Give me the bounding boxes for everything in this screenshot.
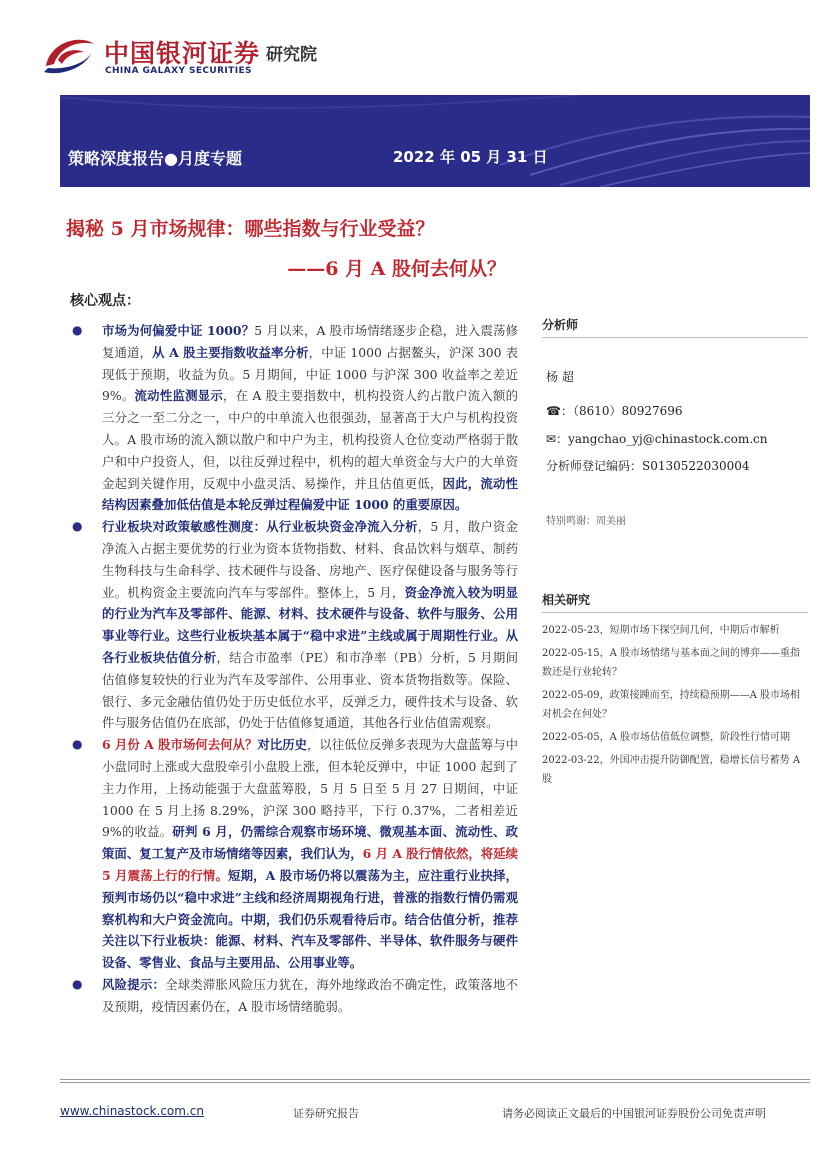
bullet-text-segment: ，在 A 股主要指数中，机构投资人约占散户流入额的三分之一至二分之一，中户的中单流入也很强劲，显著高于大户与机构投资人。A 股市场的流入额以散户和中户为主，机构投资人仓位变动严格弱于散户和中户投资人，但，以往反弹过程中，机构的超大单资金与大户的大单资金起到关键作用，反观中小盘灵活、易操作，并且估值更低， <box>102 388 518 491</box>
bullet-text-segment: 从 A 股主要指数收益率分析 <box>152 344 309 360</box>
analyst-heading: 分析师 <box>542 316 808 338</box>
report-title: 揭秘 5 月市场规律：哪些指数与行业受益？ <box>66 218 435 240</box>
analyst-registration <box>546 457 750 474</box>
bullet-text-segment: ，以往低位反弹多表现为大盘蓝筹与中小盘同时上涨或大盘股牵引小盘股上涨，但本轮反弹中，中证 1000 起到了主力作用，上扬动能强于大盘蓝筹股，5 月 5 日至 5 月 27 日期间，中证 1000 在 5 月上扬 8.29%，沪深 300 略持平，下行 0.37%，二者相差近 9%的收益。 <box>102 737 518 840</box>
special-thanks: 特别鸣谢：周美丽 <box>546 516 626 527</box>
bullet-text-segment: 风险提示： <box>102 976 166 992</box>
related-research <box>542 591 808 789</box>
core-view-bullet <box>72 734 518 974</box>
core-view-label: 核心观点： <box>70 293 140 309</box>
footer-report-type: 证券研究报告 <box>293 1107 359 1120</box>
bullet-text-segment: 6 月份 A 股市场何去何从？ <box>102 737 258 753</box>
core-view-list <box>72 320 518 1018</box>
logo-institute: 研究院 <box>266 45 317 65</box>
bullet-text-segment: 流动性监测显示 <box>134 388 223 404</box>
bullet-dot-icon: ● <box>72 519 83 534</box>
bullet-text-segment: ，中证 1000 占据鳌头，沪深 300 表现低于预期，收益为负。5 月期间，中证 1000 与沪深 300 收益率之差近 9%。 <box>102 344 519 404</box>
company-logo <box>40 26 340 82</box>
footer-divider-2 <box>60 1082 810 1083</box>
bullet-text-segment: 资金净流入较为明显的行业为汽车及零部件、能源、材料、技术硬件与设备、软件与服务、公用事业等行业。这些行业板块基本属于“稳中求进”主线或属于周期性行业。从各行业板块估值分析 <box>102 584 518 665</box>
footer-divider <box>60 1079 810 1080</box>
phone-number: （8610）80927696 <box>572 404 683 418</box>
bullet-text-segment: 行业板块对政策敏感性测度： <box>102 519 267 535</box>
core-view-bullet <box>72 974 518 1018</box>
email-icon: ✉： <box>546 432 569 446</box>
bullet-text-segment: 5 月以来，A 股市场情绪逐步企稳，进入震荡修复通道， <box>102 323 518 360</box>
bullet-dot-icon: ● <box>72 737 83 752</box>
phone-icon: ☎： <box>546 404 573 418</box>
bullet-text-segment: 因此，流动性结构因素叠加低估值是本轮反弹过程偏爱中证 1000 的重要原因。 <box>102 475 519 513</box>
logo-name-cn: 中国银河证券 <box>104 39 261 68</box>
analyst-name: 杨 超 <box>546 370 574 384</box>
page-footer <box>60 1104 810 1122</box>
bullet-text-segment: 对比历史 <box>257 737 308 753</box>
bullet-text-segment: 6 月 A 股行情依然，将延续 5 月震荡上行的行情。 <box>102 846 518 883</box>
header-banner <box>60 95 810 187</box>
registration-label: 分析师登记编码： <box>546 459 643 473</box>
registration-code: S0130522030004 <box>642 459 750 473</box>
related-research-item[interactable]: 2022-05-09，政策接踵而至，持续稳预期——A 股市场相对机会在何处？ <box>542 690 801 720</box>
report-date: 2022 年 05 月 31 日 <box>393 148 548 166</box>
related-research-item[interactable]: 2022-05-15，A 股市场情绪与基本面之间的博弈——重指数还是行业轮转？ <box>542 648 801 678</box>
related-research-item[interactable]: 2022-05-05，A 股市场估值低位调整，阶段性行情可期 <box>542 732 791 743</box>
footer-website-link[interactable]: www.chinastock.com.cn <box>60 1104 204 1118</box>
bullet-dot-icon: ● <box>72 323 83 337</box>
core-view-bullet <box>72 516 518 734</box>
related-heading: 相关研究 <box>542 591 808 613</box>
banner-wave-decoration <box>60 95 810 187</box>
bullet-text-segment: 全球类滞胀风险压力犹在，海外地缘政治不确定性，政策落地不及预期，疫情因素仍在，A 股市场情绪脆弱。 <box>102 976 519 1014</box>
email-address[interactable]: yangchao_yj@chinastock.com.cn <box>568 432 768 446</box>
related-research-item[interactable]: 2022-03-22，外国冲击提升防御配置，稳增长信号蓄势 A 股 <box>542 755 801 785</box>
galaxy-logo-icon <box>40 30 98 80</box>
bullet-text-segment: ，结合市盈率（PE）和市净率（PB）分析，5 月期间估值修复较快的行业为汽车及零部件、公用事业、资本货物指数等。保险、银行、多元金融估值仍处于历史低位水平，反弹乏力，硬件技术与设备、软件与服务估值仍在底部，仍处于估值修复通道，其他各行业估值需观察。 <box>102 649 519 731</box>
analyst-email <box>546 430 768 447</box>
bullet-text-segment: ，5 月，散户资金净流入占据主要优势的行业为资本货物指数、材料、食品饮料与烟草、制药生物科技与生命科学、技术硬件与设备、房地产、医疗保健设备与服务等行业。机构资金主要流向汽车与零部件。整体上，5 月， <box>102 519 519 600</box>
analyst-phone <box>546 402 683 419</box>
bullet-text-segment: 市场为何偏爱中证 1000？ <box>102 323 255 338</box>
bullet-text-segment: 短期，A 股市场仍将以震荡为主，应注重行业抉择，预判市场仍以“稳中求进”主线和经济周期视角行进，普涨的指数行情仍需观察机构和大户资金流向。中期，我们仍乐观看待后市。结合估值分析，推荐关注以下行业板块：能源、材料、汽车及零部件、半导体、软件服务与硬件设备、零售业、食品与主要用品、公用事业等。 <box>102 867 519 971</box>
core-view-bullet <box>72 320 518 516</box>
report-category: 策略深度报告●月度专题 <box>68 149 242 168</box>
bullet-text-segment: 研判 6 月，仍需综合观察市场环境、微观基本面、流动性、政策面、复工复产及市场情绪等因素，我们认为， <box>102 824 518 862</box>
footer-disclaimer: 请务必阅读正文最后的中国银河证券股份公司免责声明 <box>502 1107 766 1120</box>
analyst-sidebar <box>542 316 808 785</box>
logo-name-en: CHINA GALAXY SECURITIES <box>105 66 252 76</box>
bullet-dot-icon: ● <box>72 976 83 991</box>
bullet-text-segment: 从行业板块资金净流入分析 <box>266 519 418 535</box>
report-subtitle: ——6 月 A 股何去何从？ <box>287 258 506 280</box>
related-research-item[interactable]: 2022-05-23，短期市场下探空间几何，中期后市解析 <box>542 625 780 636</box>
